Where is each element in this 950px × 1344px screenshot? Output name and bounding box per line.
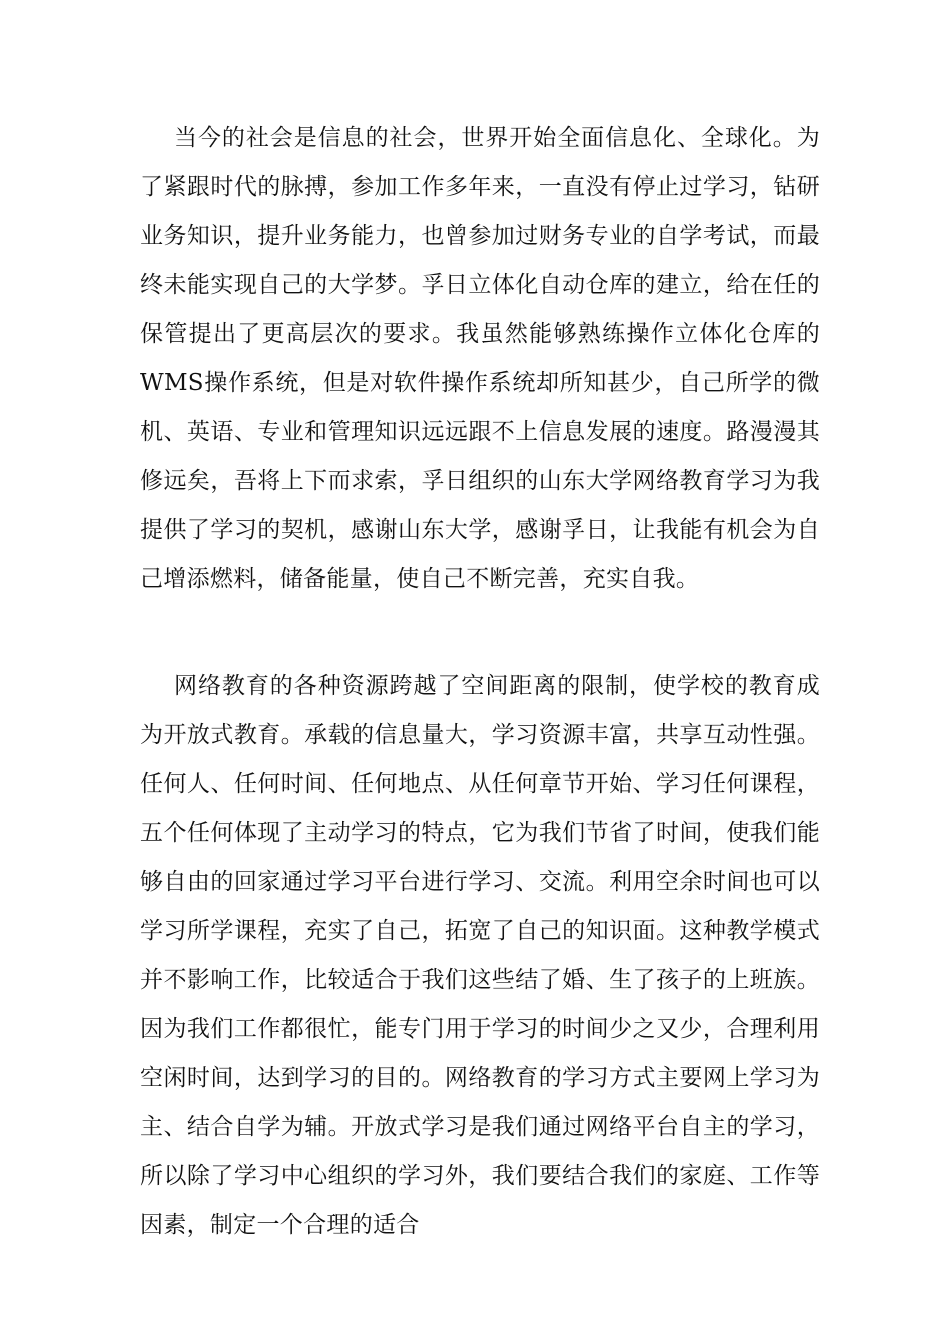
paragraph-2: 网络教育的各种资源跨越了空间距离的限制，使学校的教育成为开放式教育。承载的信息量大，学习资源丰富，共享互动性强。任何人、任何时间、任何地点、从任何章节开始、学习任何课程，五个任何体现了主动学习的特点，它为我们节省了时间，使我们能够自由的回家通过学习平台进行学习、交流。利用空余时间也可以学习所学课程，充实了自己，拓宽了自己的知识面。这种教学模式并不影响工作，比较适合于我们这些结了婚、生了孩子的上班族。因为我们工作都很忙，能专门用于学习的时间少之又少，合理利用空闲时间，达到学习的目的。网络教育的学习方式主要网上学习为主、结合自学为辅。开放式学习是我们通过网络平台自主的学习，所以除了学习中心组织的学习外，我们要结合我们的家庭、工作等因素，制定一个合理的适合 (140, 673, 820, 1238)
paragraph-1: 当今的社会是信息的社会，世界开始全面信息化、全球化。为了紧跟时代的脉搏，参加工作多年来，一直没有停止过学习，钻研业务知识，提升业务能力，也曾参加过财务专业的自学考试，而最终未能实现自己的大学梦。孚日立体化自动仓库的建立，给在任的保管提出了更高层次的要求。我虽然能够熟练操作立体化仓库的WMS操作系统，但是对软件操作系统却所知甚少，自己所学的微机、英语、专业和管理知识远远跟不上信息发展的速度。路漫漫其修远矣，吾将上下而求索，孚日组织的山东大学网络教育学习为我提供了学习的契机，感谢山东大学，感谢孚日，让我能有机会为自己增添燃料，储备能量，使自己不断完善，充实自我。 (140, 125, 820, 592)
